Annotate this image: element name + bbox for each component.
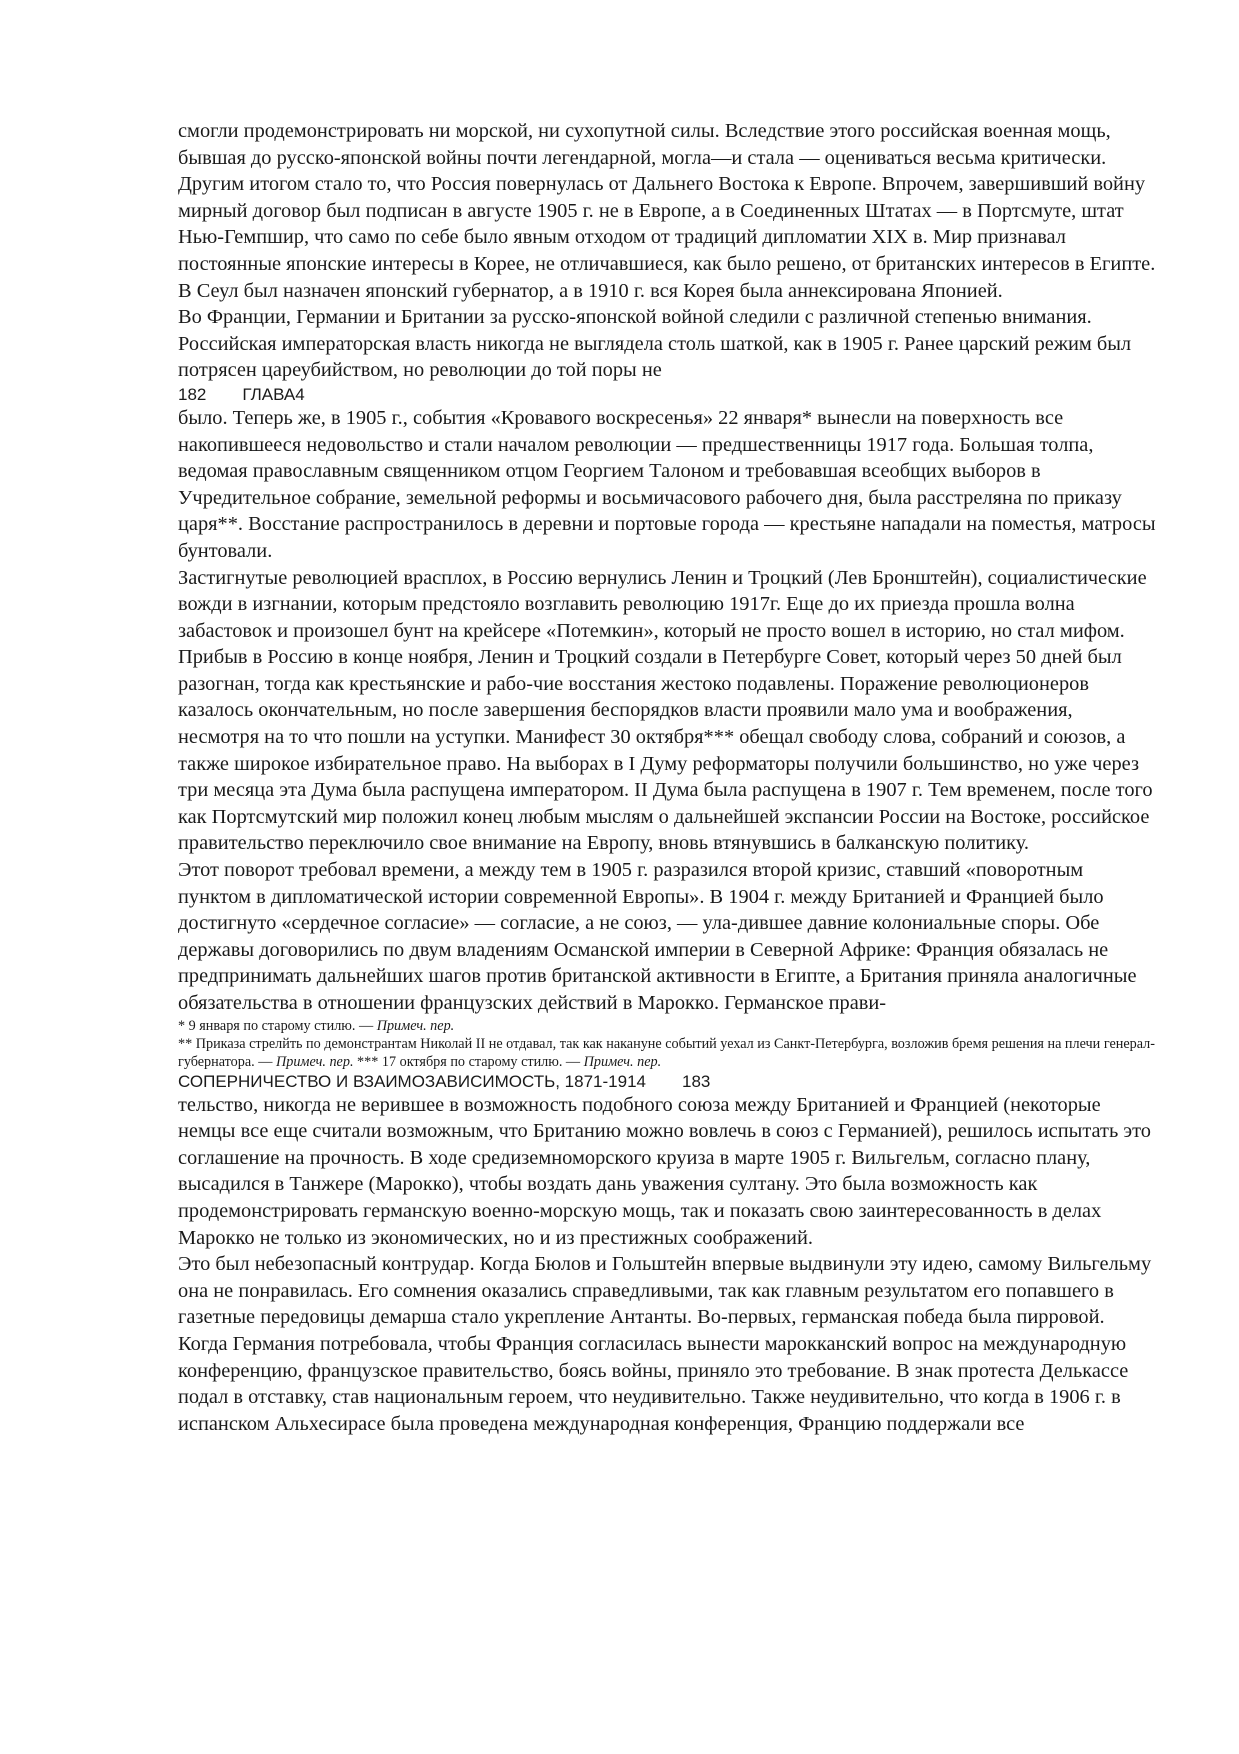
paragraph: Этот поворот требовал времени, а между тем в 1905 г. разразился второй кризис, ставший «поворотным пунктом в дипломатической истории современной Европы». В 1904 г. между Британией и Францией было достигнуто «сердечное согласие» — согласие, а не союз, — ула-дившее давние колониальные споры. Обе державы договорились по двум владениям Османской империи в Северной Африке: Франция обязалась не предпринимать дальнейших шагов против британской активности в Египте, а Британия приняла аналогичные обязательства в отношении французских действий в Марокко. Германское прави-: [178, 859, 1137, 1014]
book-page: [178, 118, 1158, 1437]
footnote: * 9 января по старому стилю. — Примеч. пер.: [178, 1017, 455, 1034]
paragraph: было. Теперь же, в 1905 г., события «Кровавого воскресенья» 22 января* вынесли на поверхность все накопившееся недовольство и стали началом революции — предшественницы 1917 года. Большая толпа, ведомая православным священником отцом Георгием Талоном и требовавшая всеобщих выборов в Учредительное собрание, земельной реформы и восьмичасового рабочего дня, была расстреляна по приказу царя**. Восстание распространилось в деревни и портовые города — крестьяне нападали на поместья, матросы бунтовали.: [178, 406, 1156, 562]
paragraph: смогли продемонстрировать ни морской, ни сухопутной силы. Вследствие этого российская военная мощь, бывшая до русско-японской войны почти легендарной, могла—и стала — оцениваться весьма критически. Другим итогом стало то, что Россия повернулась от Дальнего Востока к Европе. Впрочем, завершивший войну мирный договор был подписан в августе 1905 г. не в Европе, а в Соединенных Штатах — в Портсмуте, штат Нью-Гемпшир, что само по себе было явным отходом от традиций дипломатии XIX в. Мир признавал постоянные японские интересы в Корее, не отличавшиеся, как было решено, от британских интересов в Египте. В Сеул был назначен японский губернатор, а в 1910 г. вся Корея была аннексирована Японией.: [178, 120, 1156, 302]
paragraph: Во Франции, Германии и Британии за русско-японской войной следили с различной степенью внимания. Российская императорская власть никогда не выглядела столь шаткой, как в 1905 г. Ранее царский режим был потрясен цареубийством, но революции до той поры не: [178, 306, 1132, 382]
running-header-right: [178, 1071, 1158, 1092]
paragraph: Застигнутые революцией врасплох, в Россию вернулись Ленин и Троцкий (Лев Бронштейн), социалистические вожди в изгнании, которым предстояло возглавить революцию 1917г. Еще до их приезда прошла волна забастовок и произошел бунт на крейсере «Потемкин», который не просто вошел в историю, но стал мифом. Прибыв в Россию в конце ноября, Ленин и Троцкий создали в Петербурге Совет, который через 50 дней был разогнан, тогда как крестьянские и рабо-чие восстания жестоко подавлены. Поражение революционеров казалось окончательным, но после завершения беспорядков власти проявили мало ума и воображения, несмотря на то что пошли на уступки. Манифест 30 октября*** обещал свободу слова, собраний и союзов, а также широкое избирательное право. На выборах в I Думу реформаторы получили большинство, но уже через три месяца эта Дума была распущена императором. II Дума была распущена в 1907 г. Тем временем, после того как Портсмутский мир положил конец любым мыслям о дальнейшей экспансии России на Востоке, российское правительство переключило свое внимание на Европу, вновь втянувшись в балканскую политику.: [178, 566, 1153, 855]
page-number: 182: [178, 384, 207, 404]
running-header-left: [178, 384, 1158, 405]
paragraph: тельство, никогда не верившее в возможность подобного союза между Британией и Францией (некоторые немцы все еще считали возможным, что Британию можно вовлечь в союз с Германией), решилось испытать это соглашение на прочность. В ходе средиземноморского круиза в марте 1905 г. Вильгельм, согласно плану, высадился в Танжере (Марокко), чтобы воздать дань уважения султану. Это была возможность как продемонстрировать германскую военно-морскую мощь, так и показать свою заинтересованность в делах Марокко не только из экономических, но и из престижных соображений.: [178, 1093, 1151, 1249]
chapter-title: ГЛАВА4: [242, 384, 305, 404]
paragraph: Это был небезопасный контрудар. Когда Бюлов и Гольштейн впервые выдвинули эту идею, самому Вильгельму она не понравилась. Его сомнения оказались справедливыми, так как главным результатом его попавшего в газетные передовицы демарша стало укрепление Антанты. Во-первых, германская победа была пирровой. Когда Германия потребовала, чтобы Франция согласилась вынести марокканский вопрос на международную конференцию, французское правительство, боясь войны, приняло это требование. В знак протеста Делькассе подал в отставку, став национальным героем, что неудивительно. Также неудивительно, что когда в 1906 г. в испанском Альхесирасе была проведена международная конференция, Францию поддержали все: [178, 1253, 1152, 1435]
page-number: 183: [681, 1071, 711, 1091]
chapter-title: СОПЕРНИЧЕСТВО И ВЗАИМОЗАВИСИМОСТЬ, 1871-1914: [178, 1071, 646, 1091]
footnote: ** Приказа стрелйть по демонстрантам Николай II не отдавал, так как накануне событий уехал из Санкт-Петербурга, возложив бремя решения на плечи генерал-губернатора. — Примеч. пер. *** 17 октября по старому стилю. — Примеч. пер.: [178, 1035, 1155, 1070]
